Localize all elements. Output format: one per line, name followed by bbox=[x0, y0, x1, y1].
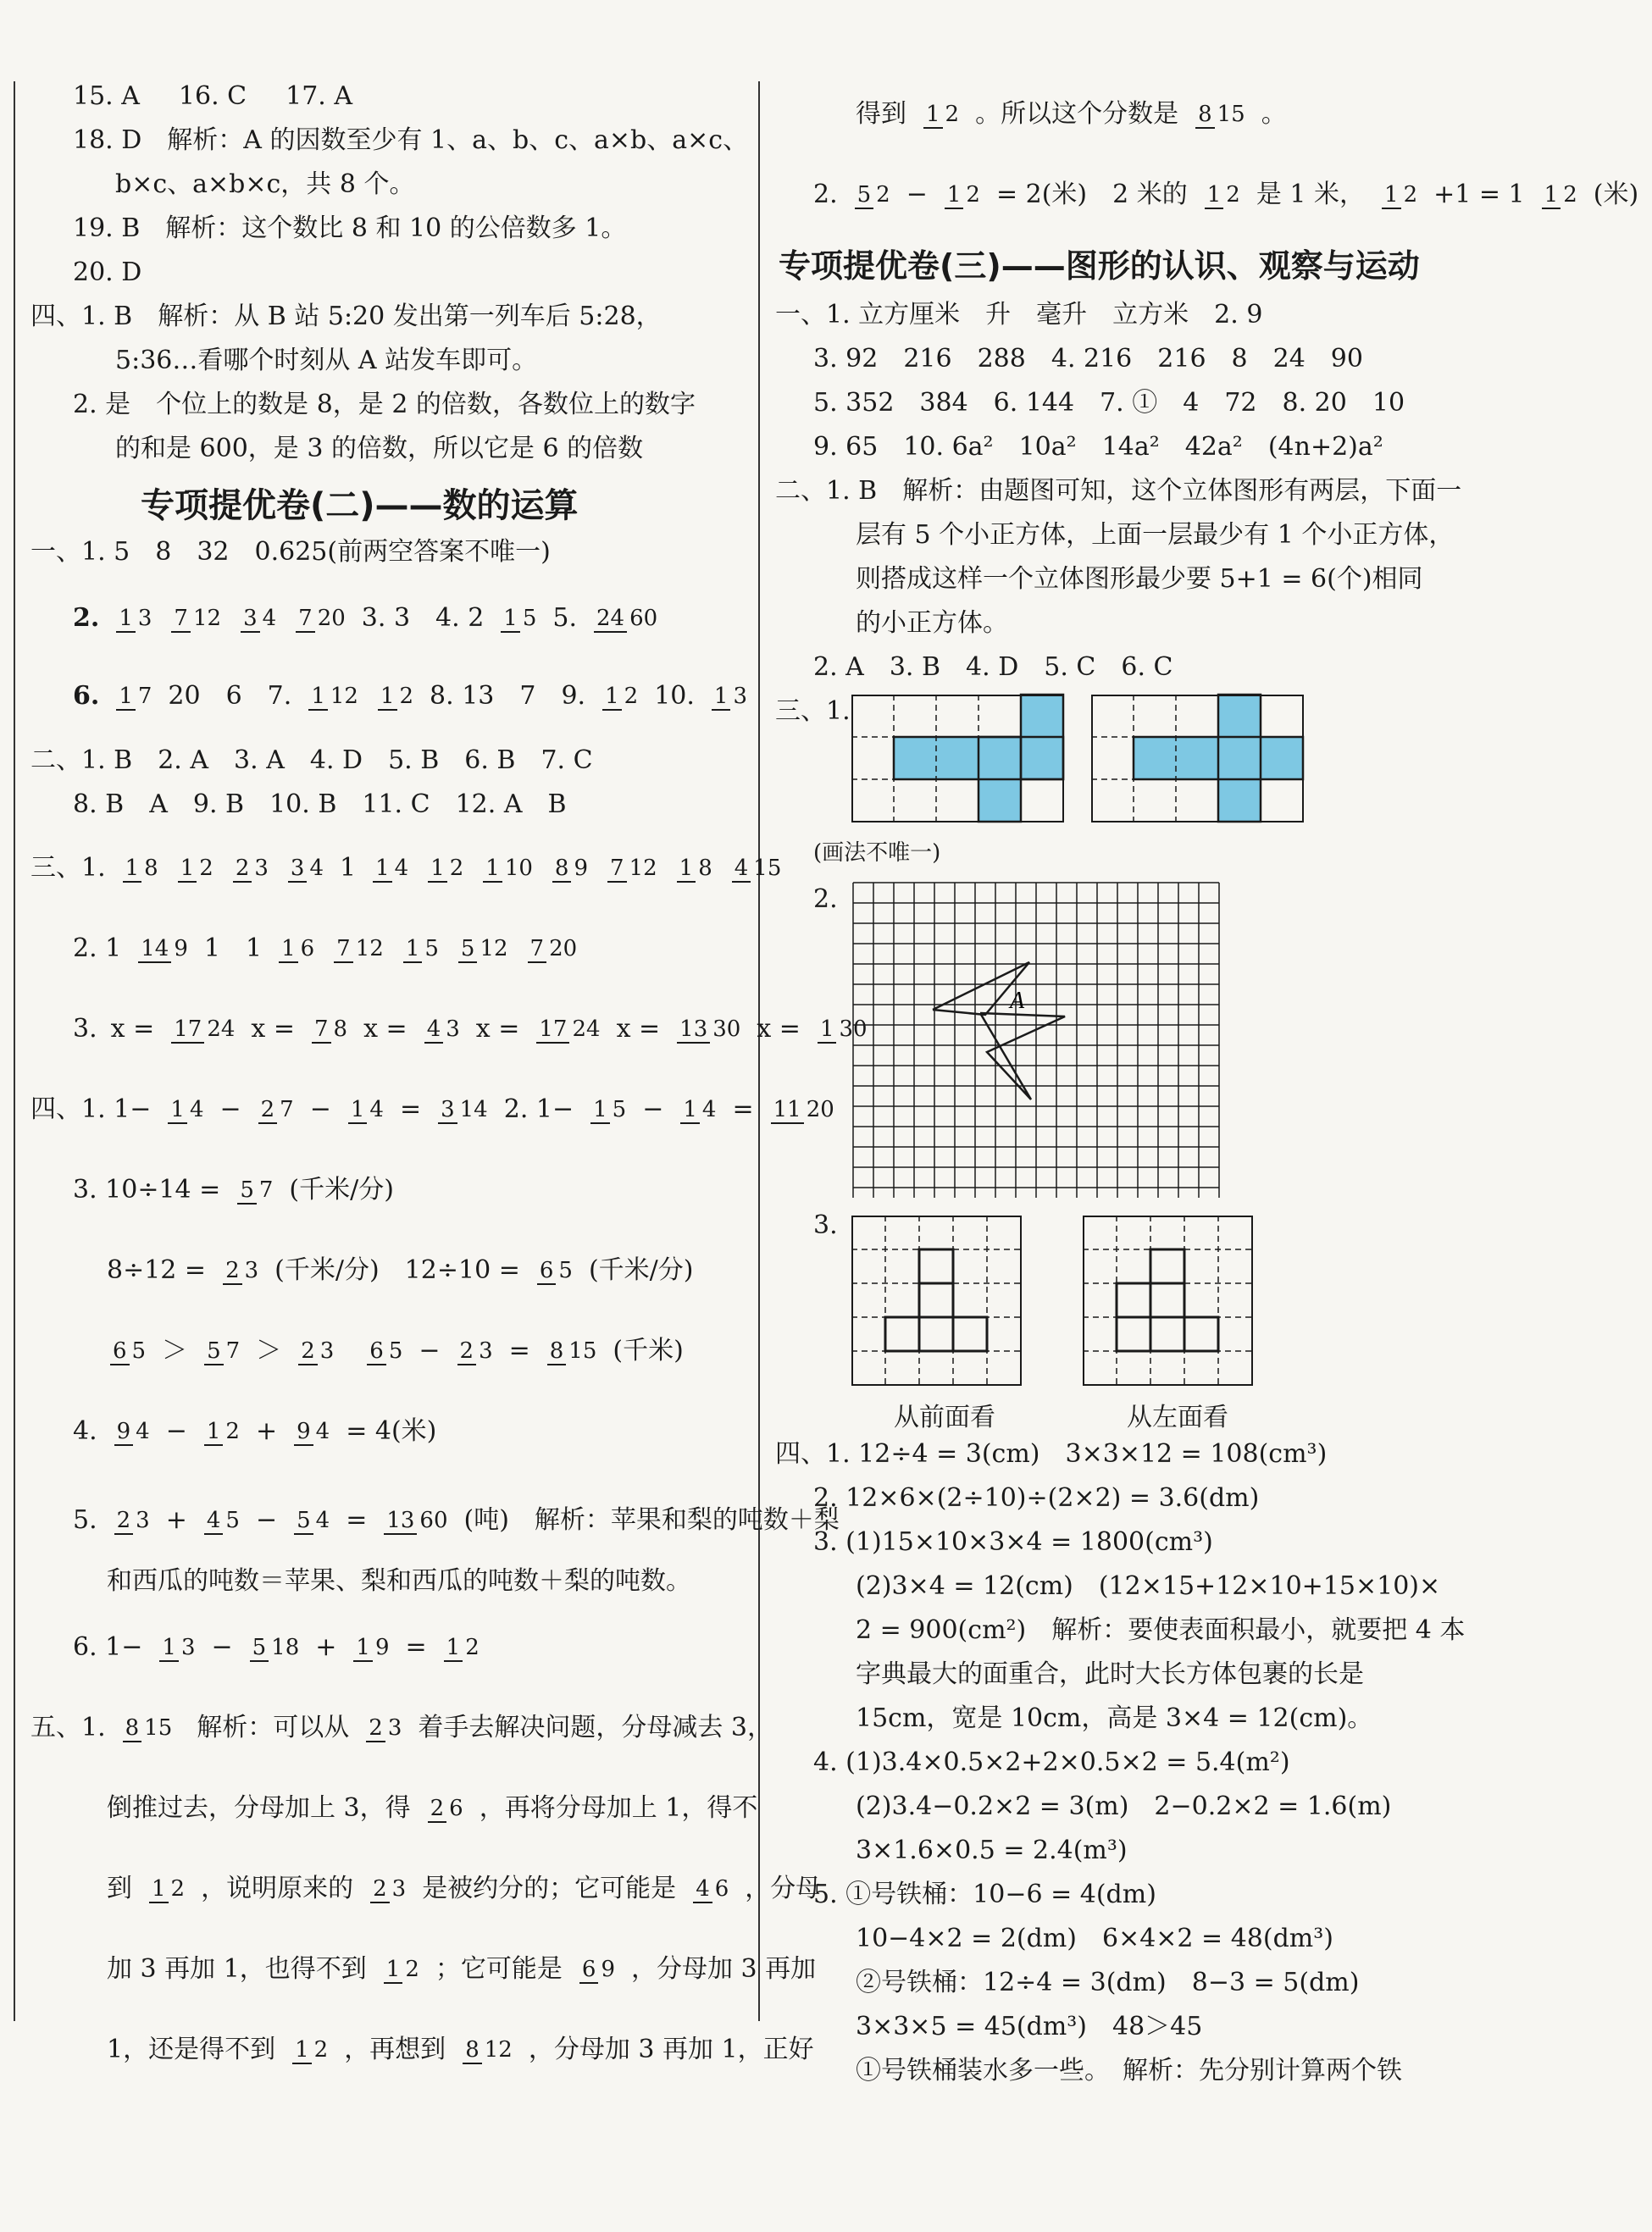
s3-part4-4c: 3×1.6×0.5 = 2.4(m³) bbox=[856, 1836, 1128, 1865]
part5-explain-2: 倒推过去，分母加上 3，得 2 6 ，再将分母加上 1，得不 bbox=[107, 1793, 758, 1823]
part4-answer-3-compare: 6 5 ＞ 5 7 ＞ 2 3 6 5 − 2 3 = 8 15 (千米) bbox=[107, 1317, 697, 1385]
part5-explain-3: 到 1 2 ，说明原来的 2 3 是被约分的；它可能是 4 6 ，分母 bbox=[107, 1874, 822, 1903]
part2-answers-a: 二、1. B 2. A 3. A 4. D 5. B 6. B 7. C bbox=[30, 745, 593, 775]
part3-answers-3: 3. x = 17 24 x = 7 8 x = 4 3 x = 17 24 x = 13 30 x = 1 30 bbox=[73, 1014, 868, 1044]
part5-explain-5: 1，还是得不到 1 2 ，再想到 8 12 ，分母加 3 再加 1，正好 bbox=[107, 2035, 814, 2064]
s3-part2-c: 则搭成这样一个立体图形最少要 5+1 = 6(个)相同 bbox=[856, 564, 1423, 594]
section-heading-2: 专项提优卷(二)——数的运算 bbox=[141, 486, 579, 525]
part2-answers-b: 8. B A 9. B 10. B 11. C 12. A B bbox=[73, 789, 567, 819]
left-margin-rule bbox=[14, 81, 15, 2021]
s3-part4-3e: 15cm，宽是 10cm，高是 3×4 = 12(cm)。 bbox=[856, 1703, 1373, 1733]
s3-part1-b: 3. 92 216 288 4. 216 216 8 24 90 bbox=[813, 344, 1363, 374]
s3-part2-a: 二、1. B 解析：由题图可知，这个立体图形有两层，下面一 bbox=[775, 476, 1462, 506]
fraction: 1 5 bbox=[501, 606, 539, 631]
part4-answer-6: 6. 1− 1 3 − 5 18 + 1 9 = 1 2 bbox=[73, 1632, 480, 1662]
part4-answer-3-speeds: 8÷12 = 2 3 (千米/分) 12÷10 = 6 5 (千米/分) bbox=[107, 1255, 694, 1285]
s3-part3-2-label: 2. bbox=[813, 884, 838, 914]
s3-part4-3d: 字典最大的面重合，此时大长方体包裹的长是 bbox=[856, 1659, 1364, 1689]
answer-19: 19. B 解析：这个数比 8 和 10 的公倍数多 1。 bbox=[73, 213, 627, 243]
section4-answer-2-cont: 的和是 600，是 3 的倍数，所以它是 6 的倍数 bbox=[115, 434, 644, 463]
part5-answer-2: 2. 5 2 − 1 2 = 2(米) 2 米的 1 2 是 1 米， 1 2 +1 = 1 1 2 (米) bbox=[813, 180, 1639, 209]
part5-answer-1: 五、1. 8 15 解析：可以从 2 3 着手去解决问题，分母减去 3， bbox=[30, 1713, 773, 1742]
part1-answer-1: 一、1. 5 8 32 0.625(前两空答案不唯一) bbox=[30, 537, 551, 567]
s3-part4-3b: (2)3×4 = 12(cm) (12×15+12×10+15×10)× bbox=[856, 1571, 1441, 1601]
answer-17: 17. A bbox=[285, 81, 353, 111]
s3-part2-b: 层有 5 个小正方体，上面一层最少有 1 个小正方体， bbox=[856, 520, 1455, 550]
answer-20: 20. D bbox=[73, 258, 142, 287]
part5-explain-4: 加 3 再加 1，也得不到 1 2 ；它可能是 6 9 ，分母加 3 再加 bbox=[107, 1954, 817, 1984]
cube-net-figure-2 bbox=[1091, 695, 1305, 823]
caption-left-view: 从左面看 bbox=[1127, 1403, 1228, 1432]
fraction: 1 3 bbox=[116, 606, 154, 631]
rotation-grid bbox=[851, 881, 1221, 1199]
s3-part4-5c: ②号铁桶：12÷4 = 3(dm) 8−3 = 5(dm) bbox=[856, 1968, 1360, 1997]
s3-part4-5a: 5. ①号铁桶：10−6 = 4(dm) bbox=[813, 1880, 1156, 1909]
part4-answers-1-2: 四、1. 1− 1 4 − 2 7 − 1 4 = 3 14 2. 1− 1 5 − 1 4 = 11 20 bbox=[30, 1094, 834, 1124]
left-view-figure bbox=[1083, 1216, 1254, 1387]
answer-18: 18. D 解析：A 的因数至少有 1、a、b、c、a×b、a×c、 bbox=[73, 125, 749, 155]
s3-part4-5e: ①号铁桶装水多一些。 解析：先分别计算两个铁 bbox=[856, 2056, 1402, 2085]
fraction: 24 60 bbox=[594, 606, 660, 631]
answer-18-cont: b×c、a×b×c，共 8 个。 bbox=[115, 169, 415, 199]
fraction: 3 4 bbox=[241, 606, 279, 631]
s3-part4-5d: 3×3×5 = 45(dm³) 48＞45 bbox=[856, 2012, 1203, 2041]
section4-answer-1-cont: 5:36…看哪个时刻从 A 站发车即可。 bbox=[115, 346, 538, 375]
s3-part4-3a: 3. (1)15×10×3×4 = 1800(cm³) bbox=[813, 1527, 1213, 1557]
fraction: 7 12 bbox=[171, 606, 224, 631]
answer-16: 16. C bbox=[178, 81, 247, 111]
fraction: 7 20 bbox=[296, 606, 348, 631]
s3-part1-c: 5. 352 384 6. 144 7. ① 4 72 8. 20 10 bbox=[813, 388, 1405, 418]
s3-part4-2: 2. 12×6×(2÷10)÷(2×2) = 3.6(dm) bbox=[813, 1483, 1260, 1513]
part3-answers-2: 2. 1 14 9 1 1 1 6 7 12 1 5 5 12 7 20 bbox=[73, 933, 578, 963]
part3-answers-1: 三、1. 1 8 1 2 2 3 3 4 1 1 4 1 2 1 10 8 9 7 12 1 8 4 15 bbox=[30, 853, 782, 883]
s3-part4-5b: 10−4×2 = 2(dm) 6×4×2 = 48(dm³) bbox=[856, 1924, 1333, 1953]
s3-part4-4b: (2)3.4−0.2×2 = 3(m) 2−0.2×2 = 1.6(m) bbox=[856, 1792, 1392, 1821]
part4-answer-3: 3. 10÷14 = 5 7 (千米/分) bbox=[73, 1175, 394, 1205]
point-label-a: A bbox=[1010, 988, 1025, 1014]
part1-answers-2-5: 2. 1 3 7 12 3 4 7 20 3. 3 4. 2 1 5 5. 24 60 bbox=[73, 584, 674, 652]
part1-answers-6-10: 6. 1 7 20 6 7. 1 12 1 2 8. 13 7 9. 1 2 10. 1 3 bbox=[73, 681, 747, 711]
section4-answer-1: 四、1. B 解析：从 B 站 5:20 发出第一列车后 5:28， bbox=[30, 302, 662, 331]
s3-part1-d: 9. 65 10. 6a² 10a² 14a² 42a² (4n+2)a² bbox=[813, 432, 1383, 462]
s3-part3-3-label: 3. bbox=[813, 1210, 838, 1240]
s3-part3-label: 三、1. bbox=[775, 696, 851, 726]
s3-part4-4a: 4. (1)3.4×0.5×2+2×0.5×2 = 5.4(m²) bbox=[813, 1747, 1290, 1777]
drawing-note: (画法不唯一) bbox=[813, 840, 941, 866]
front-view-figure bbox=[851, 1216, 1023, 1387]
cube-net-figure-1 bbox=[851, 695, 1065, 823]
right-column bbox=[775, 0, 1639, 2118]
section4-answer-2: 2. 是 个位上的数是 8，是 2 的倍数，各数位上的数字 bbox=[73, 390, 696, 419]
part5-explain-6: 得到 1 2 。所以这个分数是 8 15 。 bbox=[856, 99, 1287, 129]
part4-answer-5-cont: 和西瓜的吨数＝苹果、梨和西瓜的吨数＋梨的吨数。 bbox=[107, 1566, 691, 1596]
caption-front-view: 从前面看 bbox=[894, 1403, 995, 1432]
part4-answer-4: 4. 9 4 − 1 2 + 9 4 = 4(米) bbox=[73, 1416, 437, 1446]
s3-part2-e: 2. A 3. B 4. D 5. C 6. C bbox=[813, 652, 1173, 682]
s3-part2-d: 的小正方体。 bbox=[856, 608, 1008, 638]
s3-part4-3c: 2 = 900(cm²) 解析：要使表面积最小，就要把 4 本 bbox=[856, 1615, 1466, 1645]
s3-part4-1: 四、1. 12÷4 = 3(cm) 3×3×12 = 108(cm³) bbox=[775, 1439, 1328, 1469]
answer-15: 15. A bbox=[73, 81, 140, 111]
section-heading-3: 专项提优卷(三)——图形的认识、观察与运动 bbox=[779, 247, 1420, 285]
part4-answer-5: 5. 2 3 + 4 5 − 5 4 = 13 60 (吨) 解析：苹果和梨的吨数＋梨 bbox=[73, 1505, 840, 1535]
s3-part1-a: 一、1. 立方厘米 升 毫升 立方米 2. 9 bbox=[775, 300, 1263, 330]
left-column bbox=[30, 0, 868, 2118]
